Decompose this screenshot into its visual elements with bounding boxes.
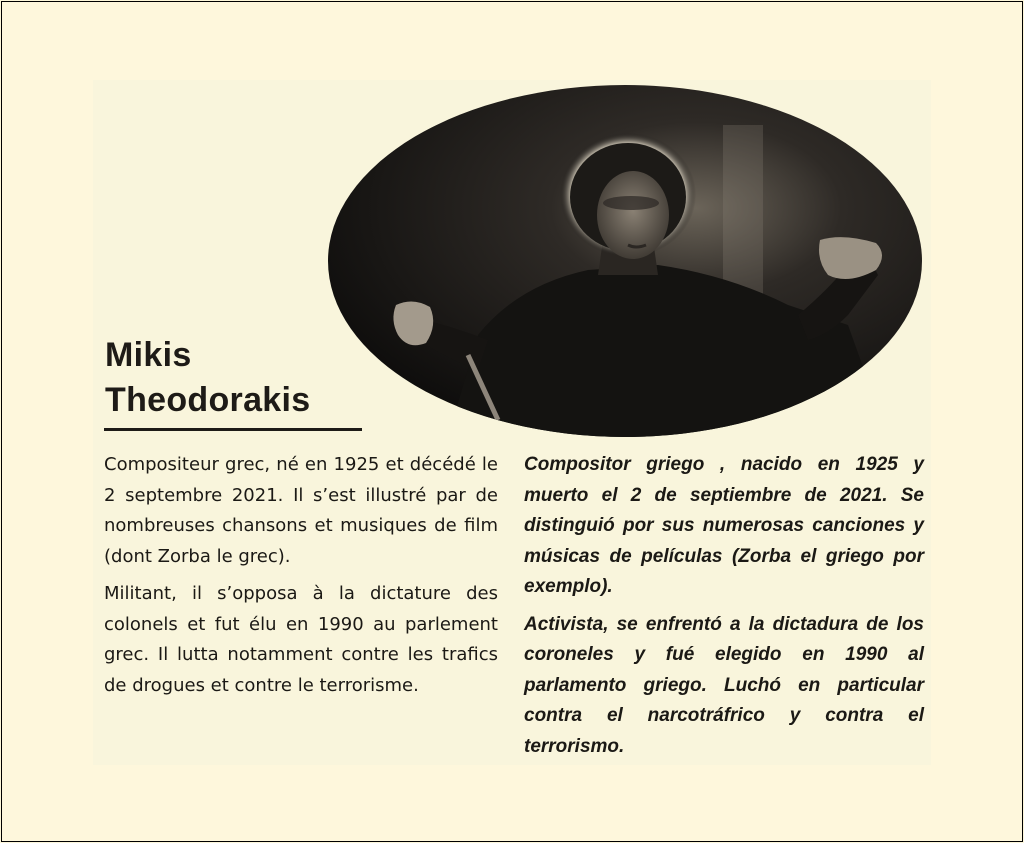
portrait-photo [328, 85, 922, 437]
spanish-paragraph-1: Compositor griego , nacido en 1925 y muerto el 2 de septiembre de 2021. Se distinguió por sus numerosas canciones y músicas de películas (Zorba el griego por exemplo). [524, 454, 924, 597]
french-column [104, 450, 498, 708]
page-title [105, 333, 310, 423]
french-paragraph-2: Militant, il s’opposa à la dictature des colonels et fut élu en 1990 au parlement grec. Il lutta notamment contre les trafics de drogues et contre le terrorisme. [104, 583, 498, 696]
title-last-name: Theodorakis [105, 381, 311, 419]
spanish-paragraph-2: Activista, se enfrentó a la dictadura de los coroneles y fué elegido en 1990 al parlamento griego. Luchó en particular contra el narcotráfrico y contra el terrorismo. [524, 613, 924, 757]
french-paragraph-1: Compositeur grec, né en 1925 et décédé le 2 septembre 2021. Il s’est illustré par de nombreuses chansons et musiques de film (dont Zorba le grec). [104, 454, 498, 567]
title-underline [104, 428, 362, 431]
spanish-column [524, 450, 924, 769]
title-first-name: Mikis [105, 336, 192, 374]
